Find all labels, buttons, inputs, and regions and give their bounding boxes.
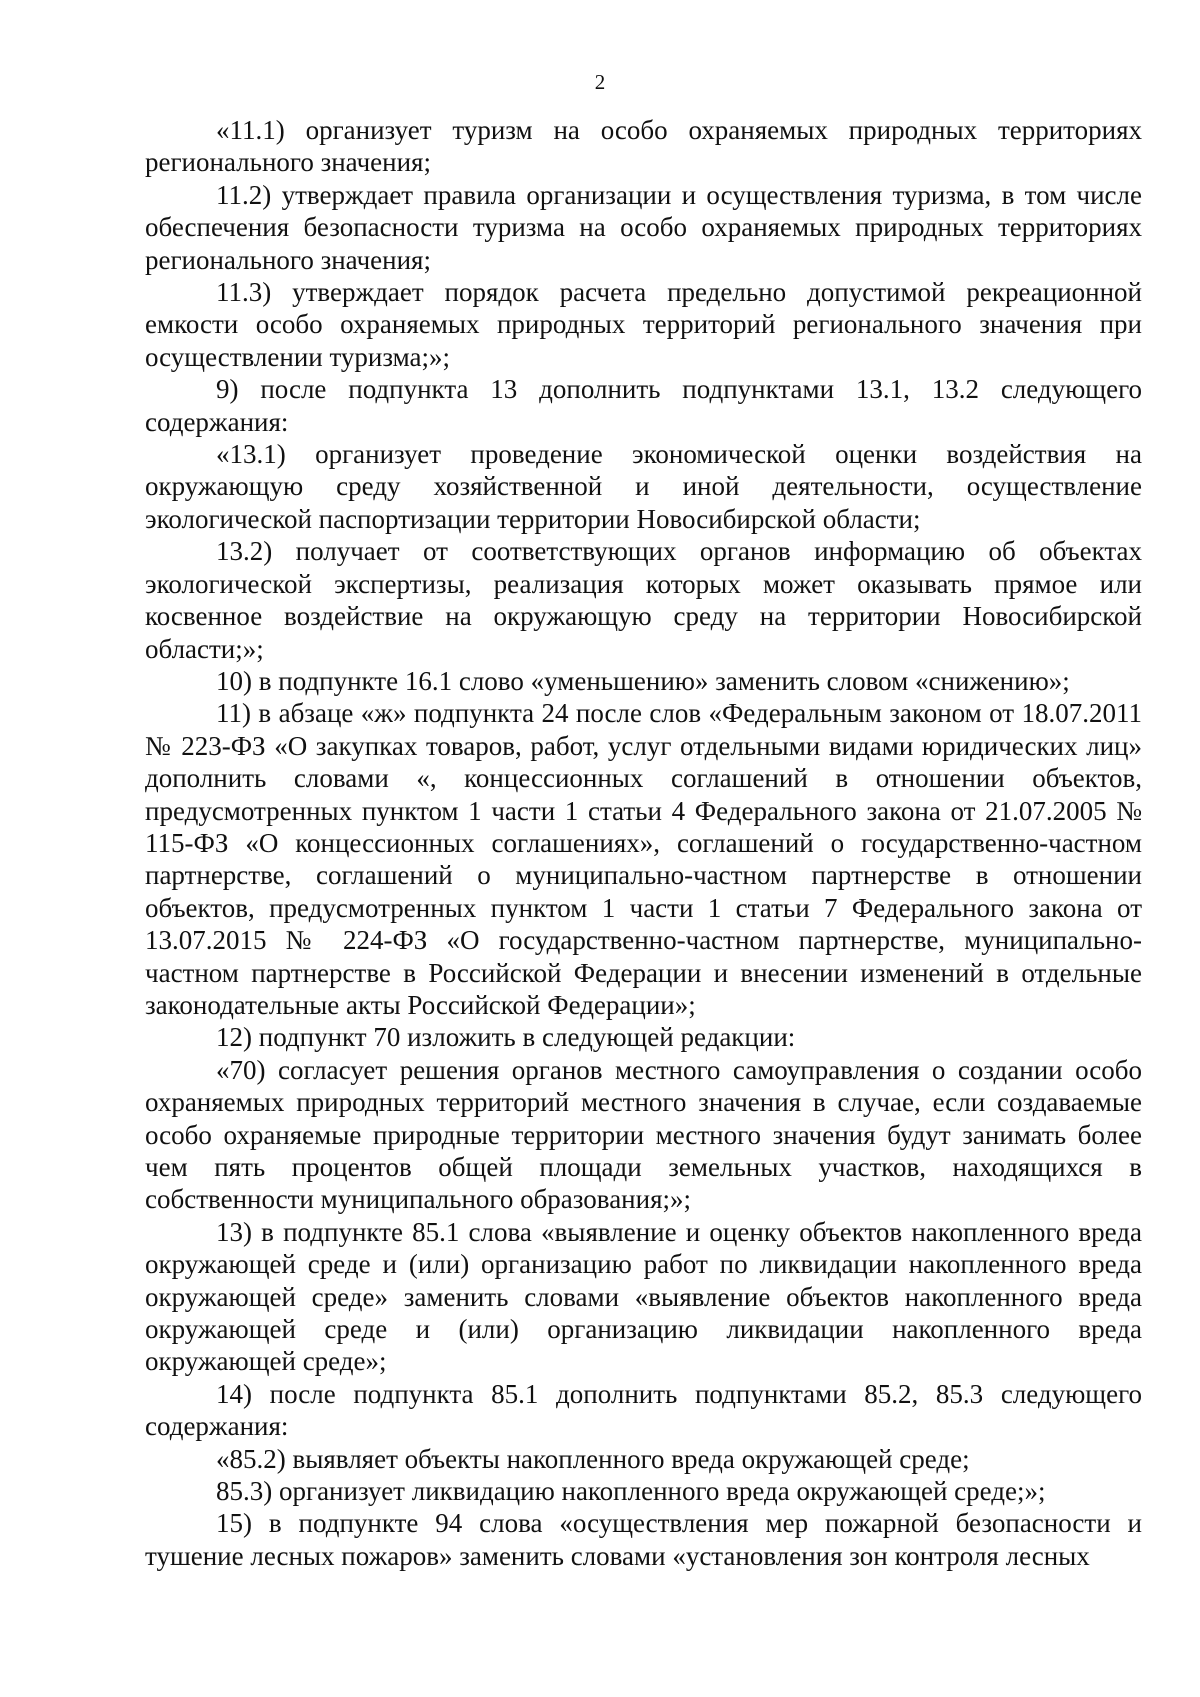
paragraph-85-2: «85.2) выявляет объекты накопленного вреда окружающей среде; <box>216 1443 970 1474</box>
paragraph-11-1: «11.1) организует туризм на особо охраняемых природных территориях регионального значения; <box>145 115 1142 178</box>
paragraph-item-14: 14) после подпункта 85.1 дополнить подпунктами 85.2, 85.3 следующего содержания: <box>145 1378 1142 1442</box>
page-number: 2 <box>594 70 606 94</box>
paragraph-item-10: 10) в подпункте 16.1 слово «уменьшению» заменить словом «снижению»; <box>216 665 1070 696</box>
paragraph-11-2: 11.2) утверждает правила организации и осуществления туризма, в том числе обеспечения безопасности туризма на особо охраняемых природных территориях регионального значения; <box>145 179 1142 275</box>
paragraph-item-11: 11) в абзаце «ж» подпункта 24 после слов «Федеральным законом от 18.07.2011 № 223-ФЗ «О закупках товаров, работ, услуг отдельными видами юридических лиц» дополнить словами «, концессионных соглашений в отношении объектов, предусмотренных пунктом 1 части 1 статьи 4 Федерального закона от 21.07.2005 № 115-ФЗ «О концессионных соглашениях», соглашений о государственно-частном партнерстве, соглашений о муниципально-частном партнерстве в отношении объектов, предусмотренных пунктом 1 части 1 статьи 7 Федерального закона от 13.07.2015 № 224-ФЗ «О государственно-частном партнерстве, муниципально-частном партнерстве в Российской Федерации и внесении изменений в отдельные законодательные акты Российской Федерации»; <box>145 698 1142 1020</box>
paragraph-item-13: 13) в подпункте 85.1 слова «выявление и оценку объектов накопленного вреда окружающей среде и (или) организацию работ по ликвидации накопленного вреда окружающей среде» заменить словами «выявление объектов накопленного вреда окружающей среде и (или) организацию ликвидации накопленного вреда окружающей среде»; <box>145 1216 1142 1377</box>
document-body <box>145 114 1142 1572</box>
paragraph-13-2: 13.2) получает от соответствующих органов информацию об объектах экологической экспертизы, реализация которых может оказывать прямое или косвенное воздействие на окружающую среду на территории Новосибирской области;»; <box>145 536 1142 664</box>
paragraph-85-3: 85.3) организует ликвидацию накопленного вреда окружающей среде;»; <box>216 1476 1046 1507</box>
paragraph-13-1: «13.1) организует проведение экономической оценки воздействия на окружающую среду хозяйственной и иной деятельности, осуществление экологической паспортизации территории Новосибирской области; <box>145 439 1142 534</box>
paragraph-11-3: 11.3) утверждает порядок расчета предельно допустимой рекреационной емкости особо охраняемых природных территорий регионального значения при осуществлении туризма;»; <box>145 277 1142 372</box>
paragraph-item-15: 15) в подпункте 94 слова «осуществления мер пожарной безопасности и тушение лесных пожаров» заменить словами «установления зон контроля лесных <box>145 1508 1142 1571</box>
paragraph-item-9: 9) после подпункта 13 дополнить подпунктами 13.1, 13.2 следующего содержания: <box>145 374 1142 437</box>
paragraph-70: «70) согласует решения органов местного самоуправления о создании особо охраняемых природных территорий местного значения в случае, если создаваемые особо охраняемые природные территории местного значения будут занимать более чем пять процентов общей площади земельных участков, находящихся в собственности муниципального образования;»; <box>145 1054 1142 1215</box>
paragraph-item-12: 12) подпункт 70 изложить в следующей редакции: <box>216 1022 796 1053</box>
